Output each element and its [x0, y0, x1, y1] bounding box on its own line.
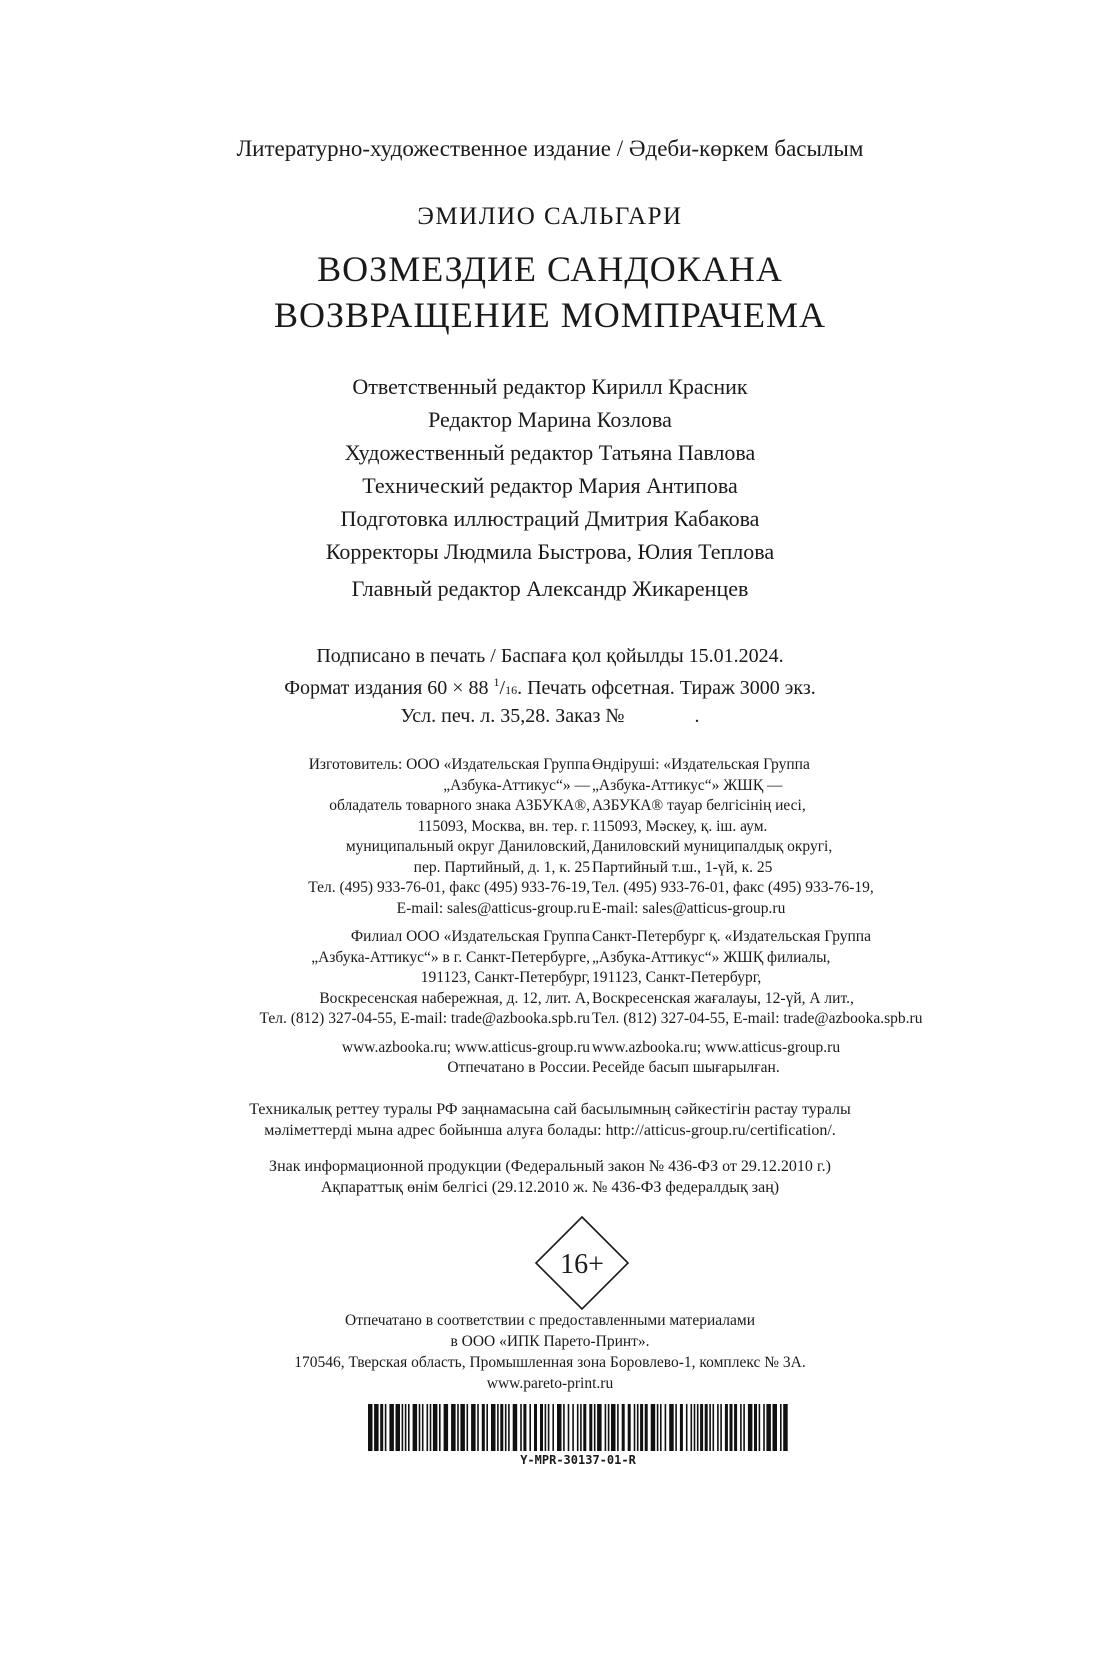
barcode-bar [457, 1404, 459, 1451]
barcode-bar [422, 1404, 424, 1451]
credit-line: Редактор Марина Козлова [428, 407, 672, 432]
credit-line: Художественный редактор Татьяна Павлова [344, 440, 756, 465]
barcode-bar [691, 1404, 693, 1451]
barcode-bar [665, 1404, 667, 1451]
barcode-bar [552, 1404, 554, 1451]
manufacturer-line: АЗБУКА® тауар белгісінің иесі, [592, 797, 806, 814]
barcode-bar [605, 1404, 607, 1451]
branch-line: Воскресенская жағалауы, 12-үй, А лит., [592, 989, 854, 1007]
barcode-bar [460, 1404, 465, 1451]
barcode-bar [628, 1404, 631, 1451]
branch-line: Филиал ООО «Издательская Группа [350, 928, 590, 945]
barcode-bar [720, 1404, 722, 1451]
manufacturer-line: „Азбука-Аттикус“» — [443, 776, 590, 794]
barcode-bar [675, 1404, 677, 1451]
order-line: Усл. печ. л. 35,28. Заказ № . [400, 705, 700, 727]
website-line: www.azbooka.ru; www.atticus-group.ru [341, 1038, 590, 1056]
credit-line: Корректоры Людмила Быстрова, Юлия Теплова [325, 539, 775, 564]
barcode-bar [617, 1404, 619, 1451]
credit-line: Технический редактор Мария Антипова [362, 473, 738, 498]
barcode-bar [505, 1404, 507, 1451]
printed-in-line: Отпечатано в России. [447, 1059, 590, 1076]
barcode-bar [471, 1404, 476, 1451]
age-rating-text: 16+ [560, 1249, 604, 1280]
branch-line: 191123, Санкт-Петербург, [420, 969, 590, 986]
manufacturer-line: „Азбука-Аттикус“» ЖШҚ — [592, 776, 783, 794]
barcode-bar [705, 1404, 708, 1451]
barcode-bar [780, 1404, 782, 1451]
barcode-bar [548, 1404, 550, 1451]
barcode-bar [717, 1404, 719, 1451]
barcode-bar [467, 1404, 469, 1451]
printer-info [0, 1310, 1100, 1394]
barcode-bar [444, 1404, 449, 1451]
barcode-bar [374, 1404, 379, 1451]
manufacturer-line: Даниловский муниципалдық округі, [592, 838, 833, 855]
barcode-bar [534, 1404, 537, 1451]
barcode-bar [697, 1404, 699, 1451]
barcode-bar [669, 1404, 674, 1451]
barcode-bar [743, 1404, 745, 1451]
barcode-bar [709, 1404, 711, 1451]
manufacturer-line: Партийный т.ш., 1-үй, к. 25 [592, 858, 773, 876]
barcode-bar [380, 1404, 383, 1451]
barcode-bar [700, 1404, 703, 1451]
barcode-bar [520, 1404, 522, 1451]
tech-regulation-notice [0, 1099, 1100, 1141]
barcode-bar [680, 1404, 683, 1451]
branch-line: Воскресенская набережная, д. 12, лит. А, [319, 989, 590, 1007]
barcode-bar [611, 1404, 616, 1451]
barcode-bar [783, 1404, 788, 1451]
barcode-bar [430, 1404, 432, 1451]
editorial-credits [0, 370, 1100, 605]
manufacturer-line: пер. Партийный, д. 1, к. 25 [413, 858, 590, 876]
barcode-bar [540, 1404, 543, 1451]
barcode-bar [451, 1404, 456, 1451]
barcode-bar [730, 1404, 733, 1451]
barcode-bar [597, 1404, 602, 1451]
branch-line: Санкт-Петербург қ. «Издательская Группа [592, 928, 871, 945]
barcode-bar [577, 1404, 579, 1451]
manufacturer-line: муниципальный округ Даниловский, [345, 838, 590, 855]
tech-regulation-line: мәліметтерді мына адрес бойынша алуға болады: http://atticus-group.ru/certification/. [264, 1122, 836, 1139]
website-line: www.azbooka.ru; www.atticus-group.ru [592, 1038, 841, 1056]
barcode-bar [637, 1404, 639, 1451]
info-sign-line: Знак информационной продукции (Федеральный закон № 436-ФЗ от 29.12.2010 г.) [269, 1158, 831, 1175]
barcode-bar [594, 1404, 596, 1451]
barcode-bar [660, 1404, 662, 1451]
tech-regulation-line: Техникалық реттеу туралы РФ заңнамасына сай басылымның сәйкестігін растау туралы [249, 1101, 851, 1118]
barcode [368, 1404, 788, 1451]
barcode-bar [491, 1404, 496, 1451]
barcode-bar [713, 1404, 715, 1451]
print-info [0, 643, 1100, 729]
barcode-bar [657, 1404, 659, 1451]
chief-editor: Главный редактор Александр Жикаренцев [351, 576, 749, 601]
barcode-bar [572, 1404, 574, 1451]
barcode-bar [645, 1404, 648, 1451]
barcode-bar [486, 1404, 488, 1451]
barcode-bar [477, 1404, 479, 1451]
barcode-bar [640, 1404, 643, 1451]
manufacturer-line: Изготовитель: ООО «Издательская Группа [308, 756, 590, 773]
barcode-bar [583, 1404, 586, 1451]
barcode-bar [523, 1404, 526, 1451]
barcode-bar [580, 1404, 582, 1451]
barcode-bar [651, 1404, 656, 1451]
barcode-bar [748, 1404, 753, 1451]
barcode-bar [754, 1404, 757, 1451]
printed-in-line: Ресейде басып шығарылған. [592, 1059, 780, 1076]
barcode-bar [408, 1404, 410, 1451]
barcode-bar [557, 1404, 562, 1451]
barcode-bar [413, 1404, 418, 1451]
manufacturer-line: E-mail: sales@atticus-group.ru [592, 899, 786, 917]
publisher-info-kazakh [592, 755, 922, 1079]
barcode-bar [439, 1404, 441, 1451]
info-sign-line: Ақпараттық өнім белгісі (29.12.2010 ж. № 436-ФЗ федералдық заң) [320, 1179, 780, 1196]
age-rating-badge [534, 1215, 630, 1311]
signed-to-print: Подписано в печать / Баспаға қол қойылды 15.01.2024. [316, 645, 784, 667]
branch-line: Тел. (812) 327-04-55, E-mail: trade@azbooka.spb.ru [592, 1010, 923, 1027]
barcode-bar [686, 1404, 688, 1451]
format-line: Формат издания 60 × 88 $^1$/16. Печать офсетная. Тираж 3000 экз. [284, 675, 816, 699]
manufacturer-line: обладатель товарного знака АЗБУКА®, [329, 797, 590, 814]
barcode-bar [508, 1404, 510, 1451]
printer-line: Отпечатано в соответствии с предоставленными материалами [345, 1312, 755, 1329]
barcode-bar [500, 1404, 503, 1451]
book-title-line-2: ВОЗВРАЩЕНИЕ МОМПРАЧЕМА [273, 295, 827, 335]
barcode-bar [402, 1404, 404, 1451]
publisher-info-russian [260, 755, 590, 1079]
credit-line: Ответственный редактор Кирилл Красник [352, 374, 748, 399]
manufacturer-line: E-mail: sales@atticus-group.ru [396, 899, 590, 917]
barcode-bar [405, 1404, 407, 1451]
barcode-bar [482, 1404, 485, 1451]
barcode-bar [368, 1404, 373, 1451]
barcode-bar [396, 1404, 401, 1451]
manufacturer-line: Тел. (495) 933-76-01, факс (495) 933-76-19, [592, 879, 874, 896]
printer-line: 170546, Тверская область, Промышленная зона Боровлево-1, комплекс № 3А. [294, 1354, 806, 1371]
barcode-bar [734, 1404, 737, 1451]
barcode-bar [529, 1404, 531, 1451]
printer-line: в ООО «ИПК Парето-Принт». [450, 1333, 650, 1350]
barcode-bar [419, 1404, 421, 1451]
format-denominator: 16 [505, 683, 518, 697]
barcode-bar [763, 1404, 765, 1451]
barcode-bar [389, 1404, 394, 1451]
branch-line: „Азбука-Аттикус“» в г. Санкт-Петербурге, [311, 948, 590, 966]
manufacturer-line: Өндіруші: «Издательская Группа [592, 756, 810, 773]
barcode-bar [694, 1404, 696, 1451]
barcode-bar [545, 1404, 547, 1451]
barcode-bar [740, 1404, 742, 1451]
author-name: ЭМИЛИО САЛЬГАРИ [417, 203, 683, 230]
edition-type-header: Литературно-художественное издание / Әдеби-көркем басылым [236, 136, 864, 161]
credit-line: Подготовка иллюстраций Дмитрия Кабакова [340, 506, 760, 531]
barcode-bar [427, 1404, 429, 1451]
barcode-bar [589, 1404, 592, 1451]
manufacturer-line: Тел. (495) 933-76-01, факс (495) 933-76-19, [308, 879, 590, 896]
barcode-bar [634, 1404, 636, 1451]
manufacturer-line: 115093, Москва, вн. тер. г. [417, 817, 590, 835]
barcode-bar [608, 1404, 610, 1451]
barcode-bar [725, 1404, 728, 1451]
format-numerator: 1 [493, 675, 500, 689]
barcode-text: Y-MPR-30137-01-R [520, 1453, 636, 1467]
info-product-sign [0, 1156, 1100, 1198]
barcode-bar [773, 1404, 778, 1451]
manufacturer-line: 115093, Мәскеу, қ. іш. аум. [592, 817, 768, 835]
format-prefix: Формат издания 60 × 88 [284, 677, 494, 699]
book-title-line-1: ВОЗМЕЗДИЕ САНДОКАНА [317, 249, 783, 289]
barcode-bar [385, 1404, 387, 1451]
barcode-bar [513, 1404, 518, 1451]
barcode-bar [433, 1404, 438, 1451]
printer-line: www.pareto-print.ru [486, 1375, 614, 1392]
barcode-bar [759, 1404, 761, 1451]
barcode-bar [563, 1404, 565, 1451]
branch-line: 191123, Санкт-Петербург, [592, 969, 762, 986]
barcode-bar [622, 1404, 625, 1451]
barcode-bar [766, 1404, 771, 1451]
branch-line: „Азбука-Аттикус“» ЖШҚ филиалы, [592, 948, 831, 966]
format-suffix: . Печать офсетная. Тираж 3000 экз. [517, 677, 816, 699]
branch-line: Тел. (812) 327-04-55, E-mail: trade@azbooka.spb.ru [259, 1010, 590, 1027]
barcode-bar [568, 1404, 570, 1451]
barcode-bar [497, 1404, 499, 1451]
